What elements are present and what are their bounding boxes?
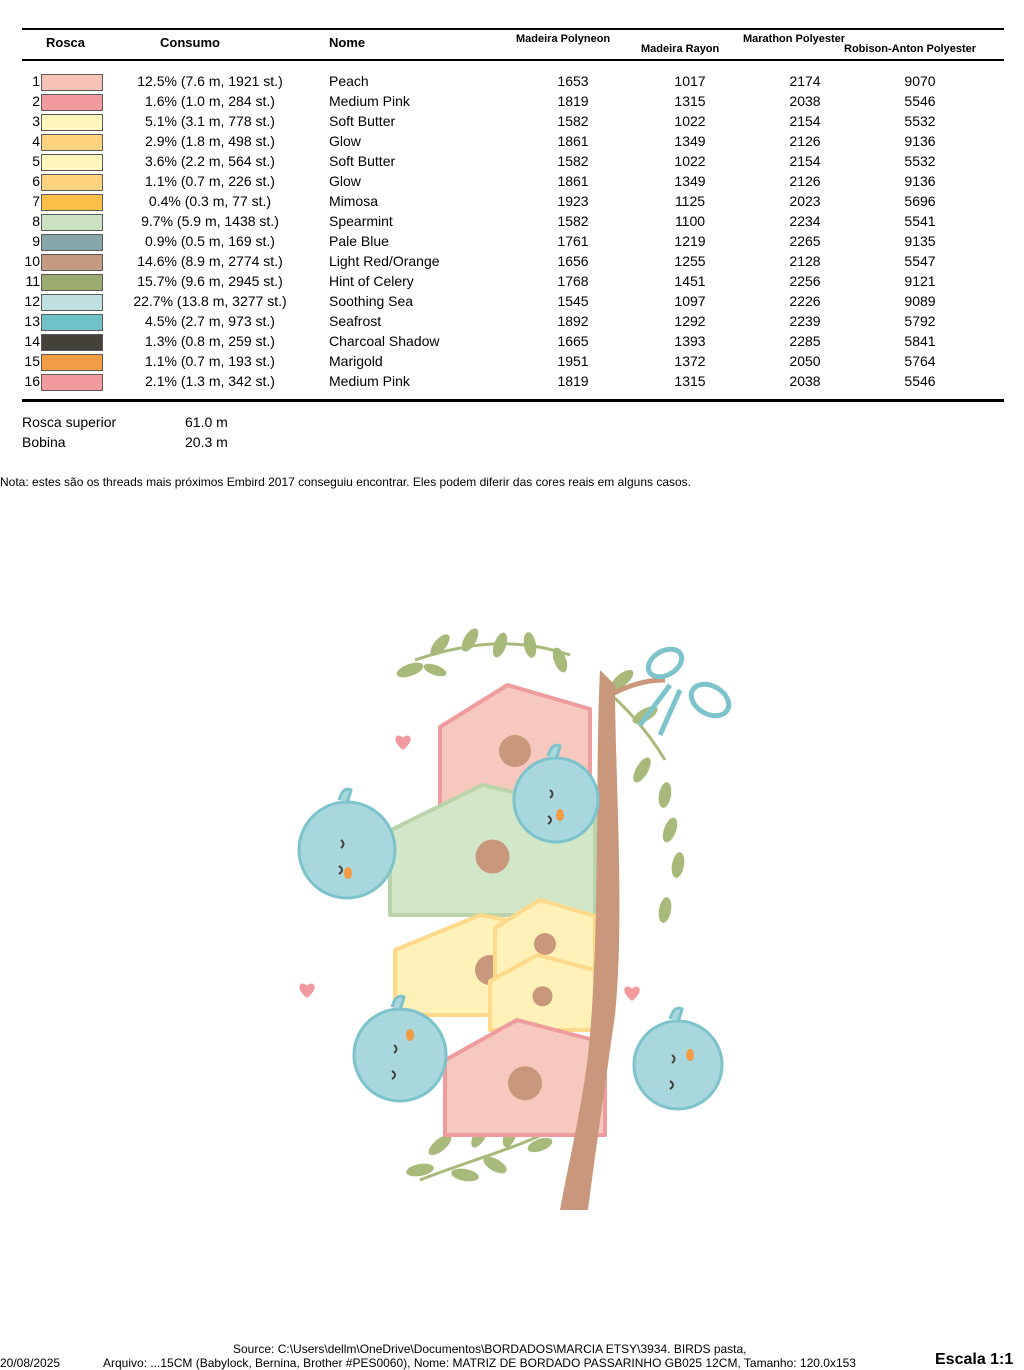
table-row	[0, 92, 1024, 112]
header-robison-anton-polyester: Robison-Anton Polyester	[844, 43, 977, 55]
row-number: 6	[32, 173, 40, 189]
row-robison: 5547	[904, 253, 936, 269]
row-robison: 5764	[904, 353, 936, 369]
row-number: 15	[24, 353, 40, 369]
table-row	[0, 212, 1024, 232]
row-madeira-polyneon: 1582	[557, 213, 589, 229]
row-madeira-rayon: 1393	[674, 333, 706, 349]
table-top-rule	[22, 28, 1004, 30]
row-consumo: 1.6% (1.0 m, 284 st.)	[145, 93, 275, 109]
color-swatch	[41, 374, 103, 391]
row-consumo: 14.6% (8.9 m, 2774 st.)	[137, 253, 283, 269]
row-number: 1	[32, 73, 40, 89]
row-nome: Marigold	[329, 353, 383, 369]
header-marathon-polyester: Marathon Polyester	[743, 33, 846, 45]
heart-icon	[624, 987, 639, 1001]
bird-beak	[406, 1029, 414, 1041]
header-madeira-rayon: Madeira Rayon	[641, 43, 720, 55]
footer-scale: Escala 1:1	[935, 1351, 1014, 1368]
bird-crest	[339, 789, 351, 802]
leaf-icon	[450, 1167, 480, 1184]
birdhouse-hole	[476, 840, 510, 874]
leaf-icon	[522, 631, 538, 659]
row-number: 11	[25, 273, 40, 289]
row-robison: 9121	[904, 273, 936, 289]
birdhouse-hole	[508, 1066, 542, 1100]
row-nome: Peach	[329, 73, 369, 89]
row-marathon: 2038	[789, 373, 821, 389]
row-consumo: 2.9% (1.8 m, 498 st.)	[145, 133, 275, 149]
row-madeira-rayon: 1315	[674, 93, 706, 109]
table-bottom-rule	[22, 399, 1004, 402]
row-nome: Soft Butter	[329, 153, 396, 169]
row-madeira-polyneon: 1768	[557, 273, 589, 289]
bow-loop	[686, 678, 735, 722]
header-nome: Nome	[329, 35, 366, 50]
row-marathon: 2050	[789, 353, 821, 369]
row-madeira-rayon: 1022	[674, 113, 706, 129]
bow-icon	[640, 644, 734, 735]
row-robison: 9136	[904, 173, 936, 189]
row-robison: 5532	[904, 113, 936, 129]
row-marathon: 2226	[789, 293, 821, 309]
row-madeira-rayon: 1292	[674, 313, 706, 329]
row-madeira-rayon: 1022	[674, 153, 706, 169]
color-swatch	[41, 74, 103, 91]
table-row	[0, 232, 1024, 252]
row-madeira-polyneon: 1656	[557, 253, 589, 269]
row-nome: Mimosa	[329, 193, 379, 209]
row-robison: 5546	[904, 373, 936, 389]
row-madeira-polyneon: 1545	[557, 293, 589, 309]
row-madeira-rayon: 1451	[674, 273, 706, 289]
table-row	[0, 172, 1024, 192]
row-robison: 9089	[904, 293, 936, 309]
row-nome: Glow	[329, 173, 361, 189]
table-header-rule	[22, 59, 1004, 61]
birdhouse-hole	[533, 986, 553, 1006]
row-number: 16	[24, 373, 40, 389]
row-consumo: 1.3% (0.8 m, 259 st.)	[145, 333, 275, 349]
row-madeira-polyneon: 1665	[557, 333, 589, 349]
table-row	[0, 272, 1024, 292]
row-nome: Medium Pink	[329, 373, 410, 389]
row-nome: Charcoal Shadow	[329, 333, 440, 349]
row-consumo: 22.7% (13.8 m, 3277 st.)	[133, 293, 287, 309]
row-number: 9	[32, 233, 40, 249]
rosca-superior-value: 61.0 m	[185, 414, 228, 430]
birdhouse-hole	[534, 933, 556, 955]
leaf-icon	[657, 896, 673, 924]
row-madeira-rayon: 1255	[674, 253, 706, 269]
row-consumo: 15.7% (9.6 m, 2945 st.)	[137, 273, 283, 289]
row-number: 5	[32, 153, 40, 169]
row-consumo: 1.1% (0.7 m, 226 st.)	[145, 173, 275, 189]
row-madeira-polyneon: 1861	[557, 133, 589, 149]
color-swatch	[41, 194, 103, 211]
bobina-value: 20.3 m	[185, 434, 228, 450]
color-swatch	[41, 314, 103, 331]
bird-icon	[299, 802, 395, 898]
row-consumo: 0.4% (0.3 m, 77 st.)	[148, 193, 272, 209]
row-marathon: 2038	[789, 93, 821, 109]
color-swatch	[41, 94, 103, 111]
bird-icon	[514, 758, 598, 842]
color-swatch	[41, 234, 103, 251]
row-marathon: 2234	[789, 213, 821, 229]
row-marathon: 2126	[789, 133, 821, 149]
row-number: 10	[24, 253, 40, 269]
disclaimer-note: Nota: estes são os threads mais próximos Embird 2017 conseguiu encontrar. Eles podem diferir das cores reais em alguns casos.	[0, 475, 692, 489]
row-nome: Light Red/Orange	[329, 253, 440, 269]
row-nome: Soft Butter	[329, 113, 396, 129]
table-row	[0, 132, 1024, 152]
row-marathon: 2239	[789, 313, 821, 329]
bird-beak	[556, 809, 564, 821]
row-madeira-polyneon: 1892	[557, 313, 589, 329]
row-madeira-rayon: 1372	[674, 353, 706, 369]
row-number: 8	[32, 213, 40, 229]
row-robison: 5696	[904, 193, 936, 209]
row-madeira-rayon: 1125	[674, 193, 706, 209]
bird-icon	[354, 1009, 446, 1101]
row-marathon: 2154	[789, 113, 821, 129]
color-swatch	[41, 274, 103, 291]
row-madeira-polyneon: 1861	[557, 173, 589, 189]
row-marathon: 2126	[789, 173, 821, 189]
row-robison: 9135	[904, 233, 936, 249]
color-swatch	[41, 334, 103, 351]
bird-beak	[686, 1049, 694, 1061]
heart-icon	[299, 984, 314, 998]
row-marathon: 2174	[789, 73, 821, 89]
footer-date: 20/08/2025	[0, 1356, 61, 1370]
header-madeira-polyneon: Madeira Polyneon	[516, 33, 611, 45]
row-number: 2	[32, 93, 40, 109]
row-robison: 5532	[904, 153, 936, 169]
table-row	[0, 152, 1024, 172]
color-swatch	[41, 114, 103, 131]
leaf-icon	[526, 1135, 555, 1155]
bird-icon	[634, 1021, 722, 1109]
header-consumo: Consumo	[160, 35, 220, 50]
color-swatch	[41, 214, 103, 231]
row-madeira-polyneon: 1761	[557, 233, 589, 249]
row-marathon: 2154	[789, 153, 821, 169]
leaf-icon	[458, 626, 481, 655]
row-consumo: 9.7% (5.9 m, 1438 st.)	[141, 213, 279, 229]
row-nome: Soothing Sea	[329, 293, 414, 309]
row-number: 13	[24, 313, 40, 329]
table-row	[0, 352, 1024, 372]
color-swatch	[41, 294, 103, 311]
row-consumo: 1.1% (0.7 m, 193 st.)	[145, 353, 275, 369]
row-nome: Hint of Celery	[329, 273, 414, 289]
leaf-icon	[630, 755, 654, 785]
table-row	[0, 372, 1024, 392]
leaf-icon	[422, 661, 448, 679]
row-consumo: 12.5% (7.6 m, 1921 st.)	[137, 73, 283, 89]
row-number: 12	[24, 293, 40, 309]
table-row	[0, 292, 1024, 312]
row-consumo: 2.1% (1.3 m, 342 st.)	[145, 373, 275, 389]
row-madeira-rayon: 1315	[674, 373, 706, 389]
row-number: 14	[24, 333, 40, 349]
color-swatch	[41, 174, 103, 191]
row-nome: Glow	[329, 133, 361, 149]
row-marathon: 2256	[789, 273, 821, 289]
row-madeira-rayon: 1097	[674, 293, 706, 309]
row-marathon: 2265	[789, 233, 821, 249]
rosca-superior-label: Rosca superior	[22, 414, 117, 430]
row-madeira-rayon: 1219	[674, 233, 706, 249]
table-row	[0, 332, 1024, 352]
color-swatch	[41, 134, 103, 151]
row-robison: 5841	[904, 333, 936, 349]
bird-crest	[670, 1008, 682, 1021]
leaf-icon	[395, 660, 425, 681]
footer-arquivo: Arquivo: ...15CM (Babylock, Bernina, Brother #PES0060), Nome: MATRIZ DE BORDADO PASSARINHO GB025 12CM, Tamanho: 120.0x153	[103, 1356, 856, 1370]
row-nome: Seafrost	[329, 313, 382, 329]
row-madeira-rayon: 1349	[674, 133, 706, 149]
row-robison: 5546	[904, 93, 936, 109]
row-madeira-rayon: 1349	[674, 173, 706, 189]
row-nome: Spearmint	[329, 213, 393, 229]
header-rosca: Rosca	[46, 35, 86, 50]
row-madeira-rayon: 1100	[674, 213, 706, 229]
table-row	[0, 312, 1024, 332]
row-marathon: 2023	[789, 193, 821, 209]
row-robison: 9070	[904, 73, 936, 89]
birdhouse-hole	[499, 735, 531, 767]
leaf-icon	[657, 781, 673, 809]
row-madeira-polyneon: 1951	[557, 353, 589, 369]
row-consumo: 3.6% (2.2 m, 564 st.)	[145, 153, 275, 169]
row-madeira-polyneon: 1819	[557, 373, 589, 389]
row-robison: 9136	[904, 133, 936, 149]
table-row	[0, 112, 1024, 132]
row-madeira-polyneon: 1923	[557, 193, 589, 209]
leaf-icon	[660, 816, 680, 845]
bobina-label: Bobina	[22, 434, 66, 450]
row-marathon: 2128	[789, 253, 821, 269]
row-consumo: 0.9% (0.5 m, 169 st.)	[145, 233, 275, 249]
leaf-icon	[670, 851, 686, 879]
row-consumo: 4.5% (2.7 m, 973 st.)	[145, 313, 275, 329]
row-madeira-polyneon: 1653	[557, 73, 589, 89]
footer-source: Source: C:\Users\dellm\OneDrive\Documentos\BORDADOS\MARCIA ETSY\3934. BIRDS pasta,	[233, 1342, 747, 1356]
row-number: 7	[32, 193, 40, 209]
row-nome: Pale Blue	[329, 233, 389, 249]
row-number: 4	[32, 133, 40, 149]
row-robison: 5541	[904, 213, 936, 229]
row-madeira-polyneon: 1582	[557, 153, 589, 169]
row-nome: Medium Pink	[329, 93, 410, 109]
bird-beak	[344, 867, 352, 879]
embroidery-design-preview	[270, 615, 760, 1225]
table-row	[0, 252, 1024, 272]
table-row	[0, 72, 1024, 92]
row-madeira-polyneon: 1819	[557, 93, 589, 109]
row-madeira-polyneon: 1582	[557, 113, 589, 129]
bow-loop	[643, 644, 686, 683]
color-swatch	[41, 254, 103, 271]
color-swatch	[41, 154, 103, 171]
row-number: 3	[32, 113, 40, 129]
row-marathon: 2285	[789, 333, 821, 349]
table-row	[0, 192, 1024, 212]
row-robison: 5792	[904, 313, 936, 329]
row-madeira-rayon: 1017	[674, 73, 706, 89]
color-swatch	[41, 354, 103, 371]
heart-icon	[395, 736, 410, 750]
row-consumo: 5.1% (3.1 m, 778 st.)	[145, 113, 275, 129]
